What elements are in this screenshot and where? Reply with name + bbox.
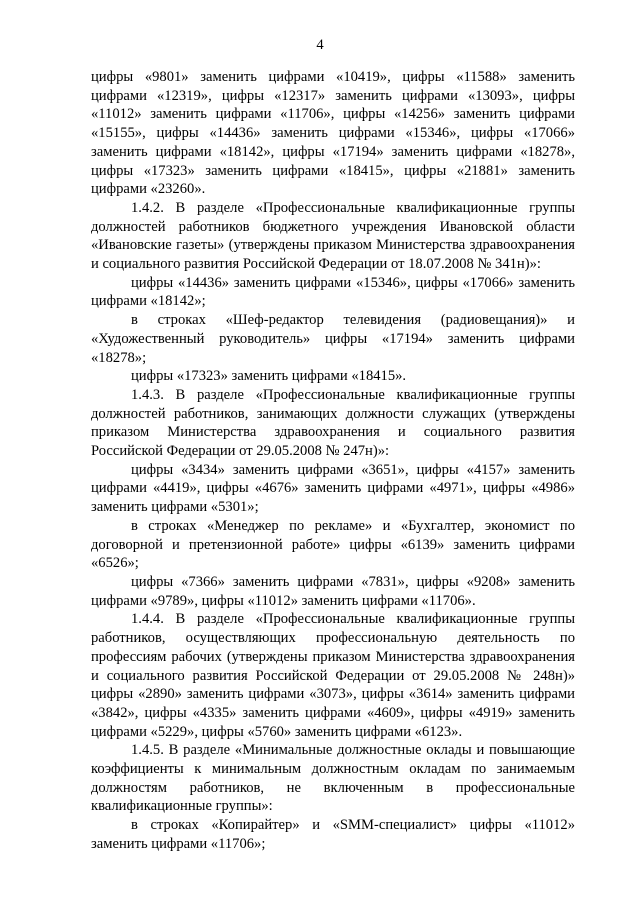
document-body xyxy=(91,68,575,854)
paragraph-item: в строках «Шеф-редактор телевидения (радиовещания)» и «Художественный руководитель» цифры «17194» заменить цифрами «18278»; xyxy=(91,312,575,366)
paragraph-item: цифры «3434» заменить цифрами «3651», цифры «4157» заменить цифрами «4419», цифры «4676» заменить цифрами «4971», цифры «4986» заменить цифрами «5301»; xyxy=(91,461,575,516)
paragraph-item: цифры «14436» заменить цифрами «15346», цифры «17066» заменить цифрами «18142»; xyxy=(91,274,575,310)
paragraph-item: в строках «Менеджер по рекламе» и «Бухгалтер, экономист по договорной и претензионной работе» цифры «6139» заменить цифрами «6526»; xyxy=(91,517,575,572)
paragraph-1-4-4: 1.4.4. В разделе «Профессиональные квалификационные группы работников, осуществляющих профессиональную деятельность по профессиям рабочих (утверждены приказом Министерства здравоохранения и социального развития Российской Федерации от 29.05.2008 № 248н)» цифры «2890» заменить цифрами «3073», цифры «3614» заменить цифрами «3842», цифры «4335» заменить цифрами «4609», цифры «4919» заменить цифрами «5229», цифры «5760» заменить цифрами «6123». xyxy=(91,611,575,740)
page-number: 4 xyxy=(316,37,324,53)
paragraph-item: в строках «Копирайтер» и «SMM-специалист» цифры «11012» заменить цифрами «11706»; xyxy=(91,817,575,852)
paragraph-item: цифры «17323» заменить цифрами «18415». xyxy=(131,368,407,385)
paragraph-continuation: цифры «9801» заменить цифрами «10419», цифры «11588» заменить цифрами «12319», цифры «12317» заменить цифрами «13093», цифры «11012» заменить цифрами «11706», цифры «14256» заменить цифрами «15155», цифры «14436» заменить цифрами «15346», цифры «17066» заменить цифрами «18142», цифры «17194» заменить цифрами «18278», цифры «17323» заменить цифрами «18415», цифры «21881» заменить цифрами «23260». xyxy=(91,69,575,198)
paragraph-1-4-3: 1.4.3. В разделе «Профессиональные квалификационные группы должностей работников, занимающих должности служащих (утверждены приказом Министерства здравоохранения и социального развития Российской Федерации от 29.05.2008 № 247н)»: xyxy=(91,386,575,460)
paragraph-1-4-2: 1.4.2. В разделе «Профессиональные квалификационные группы должностей работников бюджетного учреждения Ивановской области «Ивановские газеты» (утверждены приказом Министерства здравоохранения и социального развития Российской Федерации от 18.07.2008 № 341н)»: xyxy=(91,199,575,273)
paragraph-1-4-5: 1.4.5. В разделе «Минимальные должностные оклады и повышающие коэффициенты к минимальным должностным окладам по занимаемым должностям работников, не включенным в профессиональные квалификационные группы»: xyxy=(91,742,575,815)
paragraph-item: цифры «7366» заменить цифрами «7831», цифры «9208» заменить цифрами «9789», цифры «11012» заменить цифрами «11706». xyxy=(91,573,575,609)
